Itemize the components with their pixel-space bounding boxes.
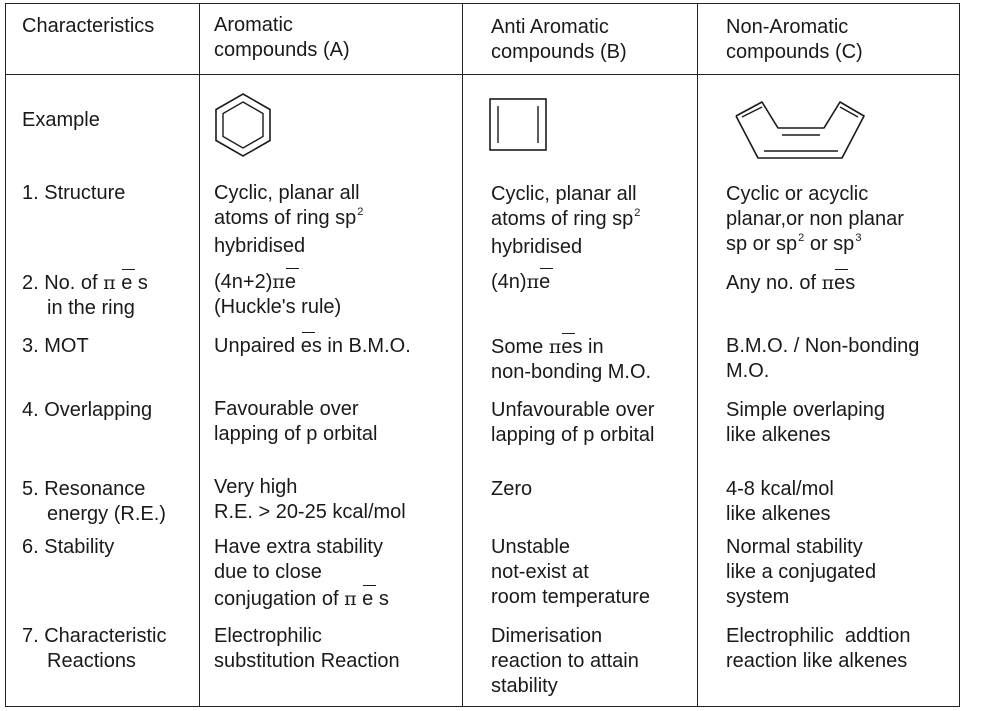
resonance-aromatic: Very high R.E. > 20-25 kcal/mol — [214, 476, 406, 523]
stability-anti-aromatic: Unstable not-exist at room temperature — [491, 536, 650, 608]
benzene-structure — [210, 92, 276, 158]
resonance-non-aromatic: 4-8 kcal/mol like alkenes — [726, 478, 834, 525]
header-non-aromatic: Non-Aromatic compounds (C) — [726, 16, 863, 63]
row-label-mot: 3. MOT — [22, 335, 89, 357]
mot-anti-aromatic: Some πe s in non-bonding M.O. — [491, 335, 651, 385]
reactions-anti-aromatic: Dimerisation reaction to attain stability — [491, 625, 639, 697]
header-anti-aromatic: Anti Aromatic compounds (B) — [491, 16, 627, 63]
row-label-pi-electrons: 2. No. of π e s in the ring — [22, 271, 148, 321]
structure-aromatic: Cyclic, planar all atoms of ring $sp^2$ hybridised — [214, 182, 364, 257]
cyclooctatetraene-structure — [730, 96, 870, 162]
row-label-example: Example — [22, 109, 100, 131]
structure-non-aromatic: Cyclic or acyclic planar,or non planar sp or $sp^2$ or $sp^3$ — [726, 183, 904, 255]
row-label-reactions: 7. Characteristic Reactions — [22, 625, 167, 672]
overlapping-aromatic: Favourable over lapping of p orbital — [214, 398, 378, 445]
pi-electrons-anti-aromatic: (4n)πe — [491, 270, 550, 295]
reactions-non-aromatic: Electrophilic addtion reaction like alkenes — [726, 625, 911, 672]
row-label-stability: 6. Stability — [22, 536, 115, 558]
row-label-structure: 1. Structure — [22, 182, 126, 204]
overlapping-anti-aromatic: Unfavourable over lapping of p orbital — [491, 399, 655, 446]
row-label-resonance: 5. Resonance energy (R.E.) — [22, 478, 166, 525]
row-label-overlapping: 4. Overlapping — [22, 399, 153, 421]
structure-anti-aromatic: Cyclic, planar all atoms of ring $sp^2$ hybridised — [491, 183, 641, 258]
overlapping-non-aromatic: Simple overlaping like alkenes — [726, 399, 885, 446]
mot-aromatic: Unpaired e s in B.M.O. — [214, 334, 411, 359]
column-divider-c — [697, 3, 698, 707]
header-characteristics: Characteristics — [22, 15, 155, 37]
pi-electrons-aromatic: (4n+2)πe (Huckle's rule) — [214, 270, 341, 320]
cyclobutadiene-structure — [487, 97, 549, 153]
header-aromatic: Aromatic compounds (A) — [214, 14, 350, 61]
column-divider-a — [199, 3, 200, 707]
pi-electrons-non-aromatic: Any no. of πe s — [726, 271, 855, 296]
mot-non-aromatic: B.M.O. / Non-bonding M.O. — [726, 335, 920, 382]
header-divider — [5, 74, 960, 75]
column-divider-b — [462, 3, 463, 707]
resonance-anti-aromatic: Zero — [491, 478, 533, 500]
reactions-aromatic: Electrophilic substitution Reaction — [214, 625, 400, 672]
stability-aromatic: Have extra stability due to close conjugation of π e s — [214, 536, 389, 610]
stability-non-aromatic: Normal stability like a conjugated system — [726, 536, 877, 608]
